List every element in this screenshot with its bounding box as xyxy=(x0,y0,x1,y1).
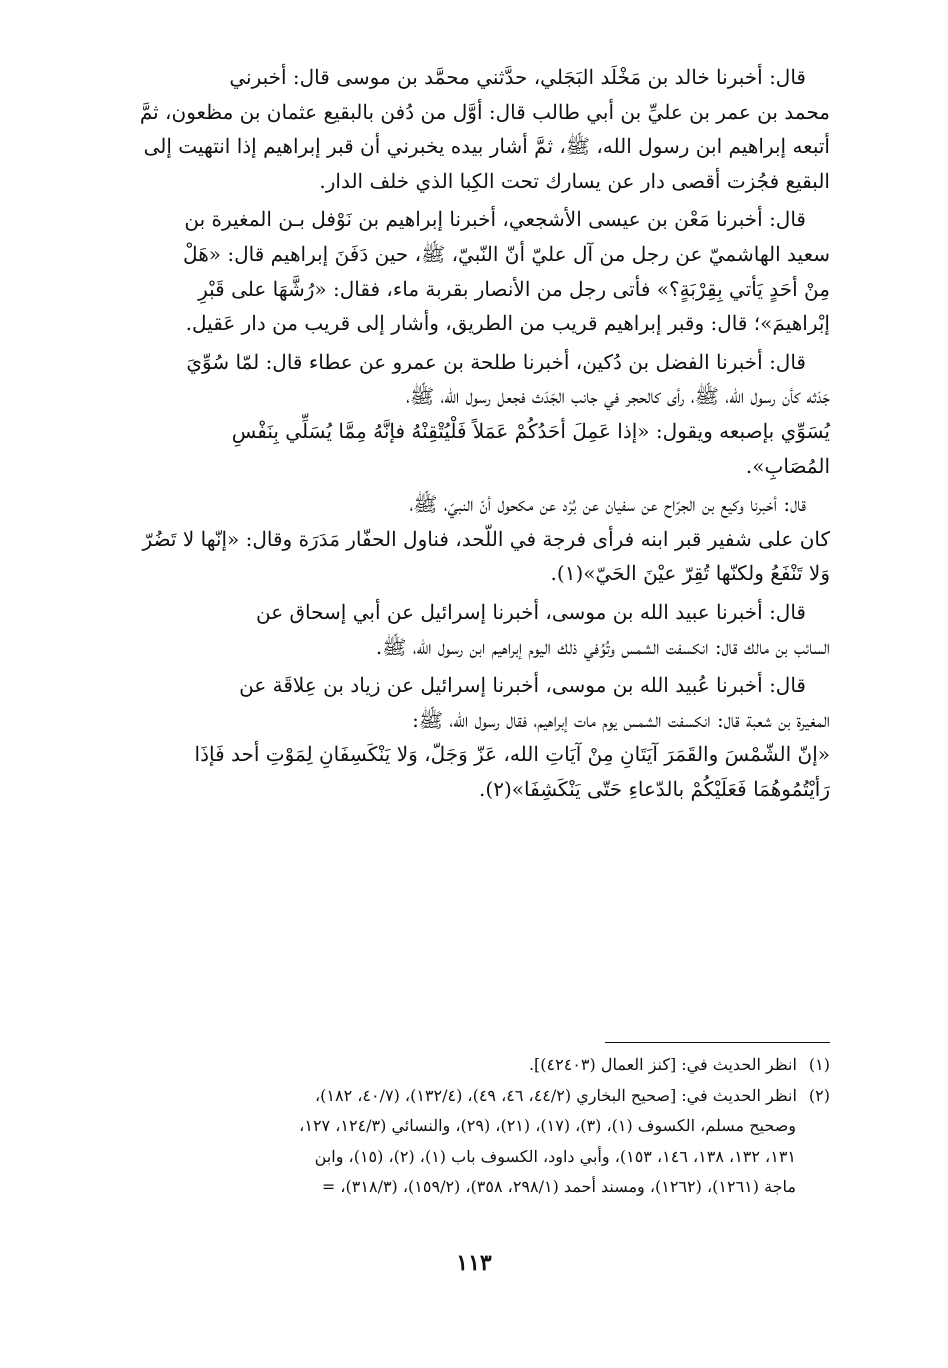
text-line: جَدَثه كأن رسول الله، ﷺ، رأى كالحجر في جانب الجَدَث فجعل رسول الله، ﷺ، xyxy=(406,384,830,409)
footnote-label: (١) xyxy=(808,1055,830,1074)
text-line: المغيرة بن شعبة قال: انكسفت الشمس يوم مات إبراهيم، فقال رسول الله، ﷺ: xyxy=(412,707,830,732)
footnote-divider xyxy=(605,1042,830,1043)
text-line: البقيع فجُزت أقصى دار عن يسارك تحت الكِبا الذي خلف الدار. xyxy=(319,168,830,193)
text-line: إبْراهيمَ»؛ قال: وقبر إبراهيم قريب من الطريق، وأشار إلى قريب من دار عَقيل. xyxy=(185,311,830,336)
text-line: قال: أخبرنا عُبيد الله بن موسى، أخبرنا إسرائيل عن زياد بن عِلاقَة عن xyxy=(239,673,806,698)
footnotes xyxy=(118,1050,830,1203)
text-line: السائب بن مالك قال: انكسفت الشمس وتُوُفي ذلك اليوم إبراهيم ابن رسول الله، ﷺ. xyxy=(375,634,830,659)
paragraph-4 xyxy=(118,487,830,591)
text-line: أتبعه إبراهيم ابن رسول الله، ﷺ، ثمَّ أشار بيده يخبرني أن قبر إبراهيم إذا انتهيت إلى xyxy=(143,134,830,159)
footnote-2 xyxy=(118,1081,830,1203)
paragraph-5 xyxy=(118,595,830,664)
footnote-label: (٢) xyxy=(808,1085,830,1105)
text-line: المُصَابِ». xyxy=(745,453,830,478)
text-line: كان على شفير قبر ابنه فرأى فرجة في اللّحد، فناول الحفّار مَدَرَة وقال: «إنّها لا تَضُرّ xyxy=(142,526,830,551)
text-line: قال: أخبرنا الفضل بن دُكين، أخبرنا طلحة بن عمرو عن عطاء قال: لمّا سُوِّيَ xyxy=(186,349,806,374)
text-line: رَأيْتُمُوهُمَا فَعَلَيْكُمْ بالدّعاءِ حَتّى يَنْكَشِفَا»(٢). xyxy=(479,776,830,801)
paragraph-3 xyxy=(118,345,830,483)
text-line: محمد بن عمر بن عليِّ بن أبي طالب قال: أوَّل من دُفن بالبقيع عثمان بن مظعون، ثمَّ xyxy=(139,99,830,124)
text-line: وَلا تَنْفَعُ ولكنّها تُقِرّ عيْنَ الحَيّ»(١). xyxy=(550,561,830,586)
footnote-line: انظر الحديث في: [كنز العمال (٤٢٤٠٣)]. xyxy=(528,1055,797,1074)
text-line: قال: أخبرنا عبيد الله بن موسى، أخبرنا إسرائيل عن أبي إسحاق عن xyxy=(256,599,806,624)
text-line: «إنّ الشّمْسَ والقَمَرَ آيَتَانِ مِنْ آيَاتِ الله، عَزّ وَجَلّ، وَلا يَنْكَسِفَانِ لِمَوْتِ أحد فَإذَا xyxy=(194,742,830,767)
main-text xyxy=(118,60,830,810)
text-line: مِنْ أحَدٍ يَأتي بِقِرْبَةٍ؟» فأتى رجل من الأنصار بقربة ماء، فقال: «رُشَّهَا على قَبْرِ xyxy=(198,276,830,301)
text-line: قال: أخبرنا وكيع بن الجرّاح عن سفيان عن بُرْد عن مكحول أنّ النبيّ، ﷺ، xyxy=(409,492,806,517)
footnote-line: ماجة (١٢٦١)، (١٢٦٢)، ومسند أحمد (٢٩٨/١، ٣٥٨)، (١٥٩/٢)، (٣١٨/٣)، = xyxy=(321,1177,796,1196)
footnote-line: ١٣١، ١٣٢، ١٣٨، ١٤٦، ١٥٣)، وأبي داود، الكسوف باب (١)، (٢)، (١٥)، وابن xyxy=(314,1146,796,1166)
text-line: سعيد الهاشميّ عن رجل من آل عليّ أنّ النّبيّ، ﷺ، حين دَفَنَ إبراهيم قال: «هَلْ xyxy=(183,241,830,266)
paragraph-1 xyxy=(118,60,830,198)
text-line: قال: أخبرنا خالد بن مَخْلَد البَجَلي، حدَّثني محمَّد بن موسى قال: أخبرني xyxy=(229,65,806,89)
paragraph-6 xyxy=(118,668,830,806)
page-number: ١١٣ xyxy=(456,1250,492,1276)
footnote-line: وصحيح مسلم، الكسوف (١)، (٣)، (١٧)، (٢١)، (٢٩)، والنسائي (١٢٤/٣، ١٢٧، xyxy=(299,1116,796,1135)
footnote-line: انظر الحديث في: [صحيح البخاري (٤٤/٢، ٤٦، ٤٩)، (١٣٢/٤)، (٤٠/٧، ١٨٢)، xyxy=(314,1085,797,1105)
paragraph-2 xyxy=(118,202,830,340)
text-line: قال: أخبرنا مَعْن بن عيسى الأشجعي، أخبرنا إبراهيم بن نَوْفل بـن المغيرة بن xyxy=(184,207,806,232)
text-line: يُسَوِّي بإصبعه ويقول: «إذا عَمِلَ أحَدُكُمْ عَمَلاً فَلْيُتْقِنْهُ فإنَّهُ مِمَّا يُسَلِّي بِنَفْسِ xyxy=(231,418,830,443)
footnote-1 xyxy=(118,1050,830,1081)
